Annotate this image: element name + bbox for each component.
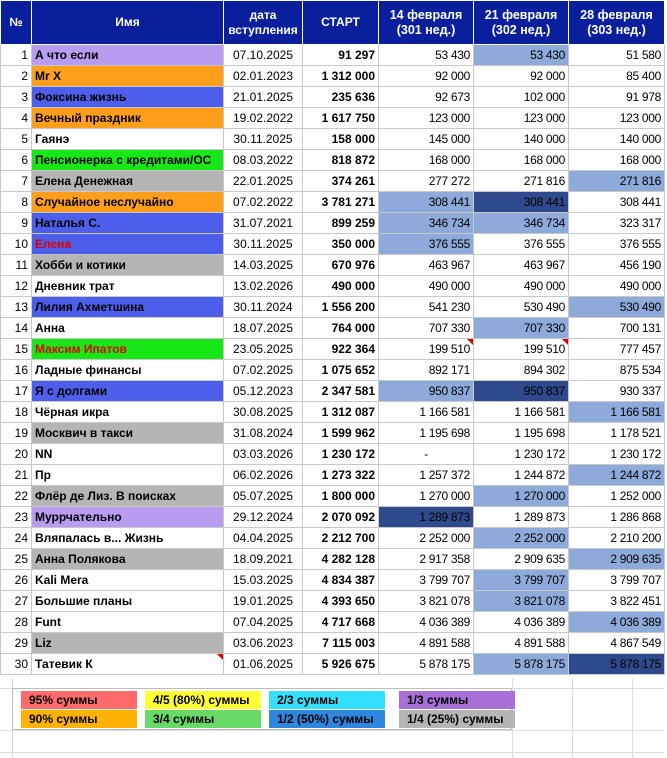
row-week-3-cell[interactable]: 2 210 200 — [569, 528, 665, 549]
legend-area — [0, 678, 664, 758]
row-start-cell[interactable]: 350 000 — [303, 234, 379, 255]
table-row — [1, 87, 665, 108]
row-week-3-cell[interactable]: 323 317 — [569, 213, 665, 234]
table-row — [1, 255, 665, 276]
table-row — [1, 507, 665, 528]
row-date-cell[interactable]: 04.04.2025 — [224, 528, 303, 549]
row-week-1-cell[interactable]: 1 257 372 — [379, 465, 474, 486]
row-date-cell[interactable]: 18.09.2021 — [224, 549, 303, 570]
legend-item: 2/3 суммы — [269, 691, 385, 709]
row-week-2-cell[interactable]: 2 909 635 — [474, 549, 569, 570]
row-start-cell[interactable]: 2 347 581 — [303, 381, 379, 402]
table-row — [1, 297, 665, 318]
row-date-cell[interactable]: 22.01.2025 — [224, 171, 303, 192]
row-start-cell[interactable]: 4 393 650 — [303, 591, 379, 612]
table-row — [1, 66, 665, 87]
row-name-cell[interactable]: Лилия Ахметшина — [32, 297, 224, 318]
legend-box — [12, 688, 512, 730]
row-date-cell[interactable]: 21.01.2025 — [224, 87, 303, 108]
row-week-1-cell[interactable]: 92 000 — [379, 66, 474, 87]
legend-item: 1/3 суммы — [399, 691, 515, 709]
row-number-cell[interactable]: 1 — [1, 45, 32, 66]
legend-item: 1/4 (25%) суммы — [399, 710, 515, 728]
row-week-3-cell[interactable]: 376 555 — [569, 234, 665, 255]
table-row — [1, 444, 665, 465]
row-week-3-cell[interactable]: 930 337 — [569, 381, 665, 402]
row-week-3-cell[interactable]: 1 166 581 — [569, 402, 665, 423]
row-week-3-cell[interactable]: 3 799 707 — [569, 570, 665, 591]
row-start-cell[interactable]: 1 800 000 — [303, 486, 379, 507]
table-row — [1, 171, 665, 192]
row-week-2-cell[interactable]: 707 330 — [474, 318, 569, 339]
row-week-2-cell[interactable]: 463 967 — [474, 255, 569, 276]
row-week-3-cell[interactable]: 530 490 — [569, 297, 665, 318]
row-number-cell[interactable]: 24 — [1, 528, 32, 549]
row-name-cell[interactable]: Чёрная икра — [32, 402, 224, 423]
row-name-cell[interactable]: Хобби и котики — [32, 255, 224, 276]
row-week-1-cell[interactable]: 5 878 175 — [379, 654, 474, 675]
row-name-cell[interactable]: Максим Ипатов — [32, 339, 224, 360]
row-week-3-cell[interactable]: 5 878 175 — [569, 654, 665, 675]
header-week-2[interactable]: 21 февраля (302 нед.) — [474, 1, 569, 45]
table-row — [1, 339, 665, 360]
row-number-cell[interactable]: 4 — [1, 108, 32, 129]
row-week-2-cell[interactable]: 53 430 — [474, 45, 569, 66]
row-start-cell[interactable]: 7 115 003 — [303, 633, 379, 654]
row-start-cell[interactable]: 1 273 322 — [303, 465, 379, 486]
row-week-2-cell[interactable]: 530 490 — [474, 297, 569, 318]
legend-item: 3/4 суммы — [145, 710, 261, 728]
row-date-cell[interactable]: 05.12.2023 — [224, 381, 303, 402]
row-week-1-cell[interactable]: 2 252 000 — [379, 528, 474, 549]
row-number-cell[interactable]: 28 — [1, 612, 32, 633]
row-start-cell[interactable]: 1 230 172 — [303, 444, 379, 465]
legend-item: 1/2 (50%) суммы — [269, 710, 385, 728]
row-week-1-cell[interactable]: 490 000 — [379, 276, 474, 297]
row-week-2-cell[interactable]: 308 441 — [474, 192, 569, 213]
table-row — [1, 381, 665, 402]
row-week-3-cell[interactable]: 85 400 — [569, 66, 665, 87]
row-number-cell[interactable]: 20 — [1, 444, 32, 465]
row-start-cell[interactable]: 764 000 — [303, 318, 379, 339]
row-number-cell[interactable]: 29 — [1, 633, 32, 654]
row-week-1-cell[interactable]: 3 799 707 — [379, 570, 474, 591]
row-week-2-cell[interactable]: 123 000 — [474, 108, 569, 129]
row-week-2-cell[interactable]: 490 000 — [474, 276, 569, 297]
table-row — [1, 318, 665, 339]
row-number-cell[interactable]: 5 — [1, 129, 32, 150]
row-name-cell[interactable]: Большие планы — [32, 591, 224, 612]
row-date-cell[interactable]: 30.11.2024 — [224, 297, 303, 318]
row-week-2-cell[interactable]: 1 289 873 — [474, 507, 569, 528]
row-date-cell[interactable]: 07.04.2025 — [224, 612, 303, 633]
row-week-1-cell[interactable]: 2 917 358 — [379, 549, 474, 570]
row-week-2-cell[interactable]: 140 000 — [474, 129, 569, 150]
table-row — [1, 465, 665, 486]
row-week-1-cell[interactable]: 145 000 — [379, 129, 474, 150]
table-row — [1, 402, 665, 423]
row-start-cell[interactable]: 1 312 000 — [303, 66, 379, 87]
row-name-cell[interactable]: Kali Mera — [32, 570, 224, 591]
row-number-cell[interactable]: 17 — [1, 381, 32, 402]
row-start-cell[interactable]: 1 617 750 — [303, 108, 379, 129]
row-week-2-cell[interactable]: 271 816 — [474, 171, 569, 192]
row-date-cell[interactable]: 14.03.2025 — [224, 255, 303, 276]
row-week-3-cell[interactable]: 51 580 — [569, 45, 665, 66]
row-number-cell[interactable]: 23 — [1, 507, 32, 528]
row-week-3-cell[interactable]: 456 190 — [569, 255, 665, 276]
row-date-cell[interactable]: 30.08.2025 — [224, 402, 303, 423]
row-week-3-cell[interactable]: 490 000 — [569, 276, 665, 297]
row-name-cell[interactable]: Елена Денежная — [32, 171, 224, 192]
row-week-2-cell[interactable]: 92 000 — [474, 66, 569, 87]
row-number-cell[interactable]: 6 — [1, 150, 32, 171]
row-week-1-cell[interactable]: 199 510 — [379, 339, 474, 360]
row-week-3-cell[interactable]: 1 178 521 — [569, 423, 665, 444]
row-number-cell[interactable]: 16 — [1, 360, 32, 381]
row-start-cell[interactable]: 4 834 387 — [303, 570, 379, 591]
row-week-2-cell[interactable]: 5 878 175 — [474, 654, 569, 675]
row-start-cell[interactable]: 670 976 — [303, 255, 379, 276]
row-date-cell[interactable]: 07.02.2025 — [224, 360, 303, 381]
table-row — [1, 654, 665, 675]
row-name-cell[interactable]: Наталья С. — [32, 213, 224, 234]
row-week-2-cell[interactable]: 346 734 — [474, 213, 569, 234]
row-start-cell[interactable]: 1 075 652 — [303, 360, 379, 381]
row-number-cell[interactable]: 9 — [1, 213, 32, 234]
table-row — [1, 423, 665, 444]
row-week-3-cell[interactable]: 271 816 — [569, 171, 665, 192]
row-week-1-cell[interactable]: 3 821 078 — [379, 591, 474, 612]
row-number-cell[interactable]: 15 — [1, 339, 32, 360]
row-week-1-cell[interactable]: 1 270 000 — [379, 486, 474, 507]
row-week-2-cell[interactable]: 1 166 581 — [474, 402, 569, 423]
row-week-2-cell[interactable]: 1 244 872 — [474, 465, 569, 486]
row-name-cell[interactable]: Funt — [32, 612, 224, 633]
table-row — [1, 192, 665, 213]
row-start-cell[interactable]: 4 717 668 — [303, 612, 379, 633]
row-name-cell[interactable]: Москвич в такси — [32, 423, 224, 444]
row-week-1-cell[interactable]: 346 734 — [379, 213, 474, 234]
row-number-cell[interactable]: 30 — [1, 654, 32, 675]
row-date-cell[interactable]: 13.02.2026 — [224, 276, 303, 297]
row-number-cell[interactable]: 11 — [1, 255, 32, 276]
row-number-cell[interactable]: 14 — [1, 318, 32, 339]
row-name-cell[interactable]: Случайное неслучайно — [32, 192, 224, 213]
table-row — [1, 528, 665, 549]
row-date-cell[interactable]: 05.07.2025 — [224, 486, 303, 507]
row-date-cell[interactable]: 15.03.2025 — [224, 570, 303, 591]
row-week-2-cell[interactable]: 950 837 — [474, 381, 569, 402]
row-number-cell[interactable]: 8 — [1, 192, 32, 213]
row-number-cell[interactable]: 13 — [1, 297, 32, 318]
row-name-cell[interactable]: Дневник трат — [32, 276, 224, 297]
table-row — [1, 45, 665, 66]
table-row — [1, 612, 665, 633]
row-start-cell[interactable]: 91 297 — [303, 45, 379, 66]
row-date-cell[interactable]: 31.08.2024 — [224, 423, 303, 444]
row-date-cell[interactable]: 08.03.2022 — [224, 150, 303, 171]
row-number-cell[interactable]: 10 — [1, 234, 32, 255]
table-row — [1, 129, 665, 150]
row-week-2-cell[interactable]: 168 000 — [474, 150, 569, 171]
row-start-cell[interactable]: 1 556 200 — [303, 297, 379, 318]
row-name-cell[interactable]: Флёр де Лиз. В поисках — [32, 486, 224, 507]
row-week-2-cell[interactable]: 3 799 707 — [474, 570, 569, 591]
row-week-3-cell[interactable]: 3 822 451 — [569, 591, 665, 612]
table-row — [1, 633, 665, 654]
row-week-1-cell[interactable]: 950 837 — [379, 381, 474, 402]
row-week-2-cell[interactable]: 894 302 — [474, 360, 569, 381]
row-name-cell[interactable]: А что если — [32, 45, 224, 66]
row-week-1-cell[interactable]: 541 230 — [379, 297, 474, 318]
row-week-3-cell[interactable]: 875 534 — [569, 360, 665, 381]
table-row — [1, 150, 665, 171]
row-week-1-cell[interactable]: 308 441 — [379, 192, 474, 213]
row-week-2-cell[interactable]: 4 891 588 — [474, 633, 569, 654]
row-week-1-cell[interactable]: 4 891 588 — [379, 633, 474, 654]
row-name-cell[interactable]: Mr X — [32, 66, 224, 87]
row-date-cell[interactable]: 31.07.2021 — [224, 213, 303, 234]
row-week-2-cell[interactable]: 3 821 078 — [474, 591, 569, 612]
row-week-3-cell[interactable]: 140 000 — [569, 129, 665, 150]
row-start-cell[interactable]: 3 781 271 — [303, 192, 379, 213]
row-week-3-cell[interactable]: 777 457 — [569, 339, 665, 360]
row-name-cell[interactable]: Гаянэ — [32, 129, 224, 150]
row-name-cell[interactable]: Пр — [32, 465, 224, 486]
row-start-cell[interactable]: 4 282 128 — [303, 549, 379, 570]
row-name-cell[interactable]: Елена — [32, 234, 224, 255]
row-name-cell[interactable]: NN — [32, 444, 224, 465]
row-name-cell[interactable]: Муррчательно — [32, 507, 224, 528]
row-week-1-cell[interactable]: 1 195 698 — [379, 423, 474, 444]
row-number-cell[interactable]: 18 — [1, 402, 32, 423]
row-date-cell[interactable]: 18.07.2025 — [224, 318, 303, 339]
row-week-2-cell[interactable]: 376 555 — [474, 234, 569, 255]
row-date-cell[interactable]: 01.06.2025 — [224, 654, 303, 675]
row-week-3-cell[interactable]: 700 131 — [569, 318, 665, 339]
row-name-cell[interactable]: Я с долгами — [32, 381, 224, 402]
row-week-3-cell[interactable]: 4 867 549 — [569, 633, 665, 654]
row-number-cell[interactable]: 19 — [1, 423, 32, 444]
row-start-cell[interactable]: 490 000 — [303, 276, 379, 297]
row-start-cell[interactable]: 235 636 — [303, 87, 379, 108]
header-name[interactable]: Имя — [32, 1, 224, 45]
row-week-3-cell[interactable]: 1 286 868 — [569, 507, 665, 528]
row-name-cell[interactable]: Liz — [32, 633, 224, 654]
row-date-cell[interactable]: 19.02.2022 — [224, 108, 303, 129]
row-week-1-cell[interactable]: 1 166 581 — [379, 402, 474, 423]
row-name-cell[interactable]: Вляпалась в... Жизнь — [32, 528, 224, 549]
row-week-1-cell[interactable]: 463 967 — [379, 255, 474, 276]
row-date-cell[interactable]: 03.03.2026 — [224, 444, 303, 465]
row-week-3-cell[interactable]: 1 230 172 — [569, 444, 665, 465]
row-week-1-cell[interactable]: 92 673 — [379, 87, 474, 108]
row-start-cell[interactable]: 374 261 — [303, 171, 379, 192]
row-week-3-cell[interactable]: 1 244 872 — [569, 465, 665, 486]
row-week-3-cell[interactable]: 168 000 — [569, 150, 665, 171]
row-date-cell[interactable]: 03.06.2023 — [224, 633, 303, 654]
row-number-cell[interactable]: 12 — [1, 276, 32, 297]
row-name-cell[interactable]: Анна Полякова — [32, 549, 224, 570]
row-number-cell[interactable]: 27 — [1, 591, 32, 612]
header-num[interactable]: № — [1, 1, 32, 45]
row-week-3-cell[interactable]: 91 978 — [569, 87, 665, 108]
row-date-cell[interactable]: 06.02.2026 — [224, 465, 303, 486]
row-week-1-cell[interactable]: 123 000 — [379, 108, 474, 129]
row-week-1-cell[interactable]: 1 289 873 — [379, 507, 474, 528]
table-row — [1, 570, 665, 591]
row-name-cell[interactable]: Фоксина жизнь — [32, 87, 224, 108]
table-row — [1, 549, 665, 570]
header-row — [1, 1, 665, 45]
table-row — [1, 486, 665, 507]
row-name-cell[interactable]: Ладные финансы — [32, 360, 224, 381]
row-week-2-cell[interactable]: 1 270 000 — [474, 486, 569, 507]
row-week-1-cell[interactable]: 53 430 — [379, 45, 474, 66]
row-start-cell[interactable]: 2 212 700 — [303, 528, 379, 549]
row-start-cell[interactable]: 2 070 092 — [303, 507, 379, 528]
row-number-cell[interactable]: 7 — [1, 171, 32, 192]
row-week-3-cell[interactable]: 308 441 — [569, 192, 665, 213]
row-date-cell[interactable]: 07.02.2022 — [224, 192, 303, 213]
row-number-cell[interactable]: 26 — [1, 570, 32, 591]
row-start-cell[interactable]: 818 872 — [303, 150, 379, 171]
row-week-1-cell[interactable]: 376 555 — [379, 234, 474, 255]
legend-item: 90% суммы — [21, 710, 137, 728]
row-week-1-cell[interactable]: 168 000 — [379, 150, 474, 171]
row-week-2-cell[interactable]: 102 000 — [474, 87, 569, 108]
row-start-cell[interactable]: 158 000 — [303, 129, 379, 150]
header-week-3[interactable]: 28 февраля (303 нед.) — [569, 1, 665, 45]
row-week-1-cell[interactable]: 707 330 — [379, 318, 474, 339]
legend-item: 95% суммы — [21, 691, 137, 709]
row-date-cell[interactable]: 23.05.2025 — [224, 339, 303, 360]
header-start[interactable]: СТАРТ — [303, 1, 379, 45]
row-week-2-cell[interactable]: 1 230 172 — [474, 444, 569, 465]
row-number-cell[interactable]: 3 — [1, 87, 32, 108]
row-week-1-cell[interactable]: 277 272 — [379, 171, 474, 192]
row-week-2-cell[interactable]: 1 195 698 — [474, 423, 569, 444]
row-start-cell[interactable]: 5 926 675 — [303, 654, 379, 675]
row-week-2-cell[interactable]: 4 036 389 — [474, 612, 569, 633]
header-week-1[interactable]: 14 февраля (301 нед.) — [379, 1, 474, 45]
row-week-3-cell[interactable]: 4 036 389 — [569, 612, 665, 633]
row-date-cell[interactable]: 30.11.2025 — [224, 234, 303, 255]
row-week-2-cell[interactable]: 199 510 — [474, 339, 569, 360]
row-date-cell[interactable]: 02.01.2023 — [224, 66, 303, 87]
table-row — [1, 591, 665, 612]
row-number-cell[interactable]: 2 — [1, 66, 32, 87]
row-week-3-cell[interactable]: 2 909 635 — [569, 549, 665, 570]
row-number-cell[interactable]: 21 — [1, 465, 32, 486]
row-start-cell[interactable]: 922 364 — [303, 339, 379, 360]
row-start-cell[interactable]: 899 259 — [303, 213, 379, 234]
table-body — [1, 45, 665, 675]
row-week-2-cell[interactable]: 2 252 000 — [474, 528, 569, 549]
table-row — [1, 360, 665, 381]
row-week-3-cell[interactable]: 123 000 — [569, 108, 665, 129]
row-start-cell[interactable]: 1 312 087 — [303, 402, 379, 423]
row-date-cell[interactable]: 19.01.2025 — [224, 591, 303, 612]
table-row — [1, 108, 665, 129]
legend-item: 4/5 (80%) суммы — [145, 691, 261, 709]
row-week-1-cell[interactable]: - — [379, 444, 474, 465]
row-week-1-cell[interactable]: 4 036 389 — [379, 612, 474, 633]
table-row — [1, 213, 665, 234]
header-date[interactable]: дата вступления — [224, 1, 303, 45]
row-date-cell[interactable]: 07.10.2025 — [224, 45, 303, 66]
row-week-1-cell[interactable]: 892 171 — [379, 360, 474, 381]
row-number-cell[interactable]: 25 — [1, 549, 32, 570]
row-week-3-cell[interactable]: 1 252 000 — [569, 486, 665, 507]
row-date-cell[interactable]: 30.11.2025 — [224, 129, 303, 150]
row-name-cell[interactable]: Пенсионерка с кредитами/ОС — [32, 150, 224, 171]
row-name-cell[interactable]: Анна — [32, 318, 224, 339]
table-row — [1, 276, 665, 297]
row-name-cell[interactable]: Татевик К — [32, 654, 224, 675]
row-date-cell[interactable]: 29.12.2024 — [224, 507, 303, 528]
row-start-cell[interactable]: 1 599 962 — [303, 423, 379, 444]
table-row — [1, 234, 665, 255]
row-name-cell[interactable]: Вечный праздник — [32, 108, 224, 129]
row-number-cell[interactable]: 22 — [1, 486, 32, 507]
